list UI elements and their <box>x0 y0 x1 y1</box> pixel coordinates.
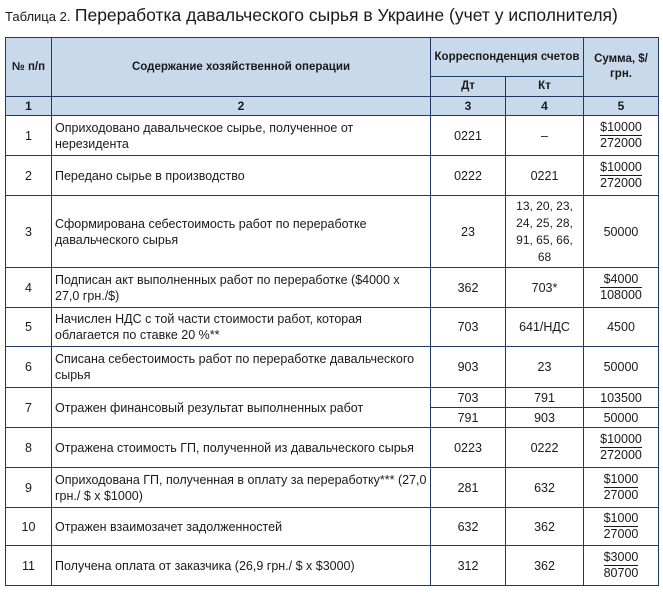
table-row <box>6 508 659 546</box>
credit-account: 23 <box>506 347 584 388</box>
table-row <box>6 268 659 308</box>
credit-account: 13, 20, 23, 24, 25, 28, 91, 65, 66, 68 <box>506 196 584 268</box>
debit-account: 0223 <box>431 428 506 468</box>
debit-account: 362 <box>431 268 506 308</box>
row-number: 3 <box>6 196 52 268</box>
row-number: 8 <box>6 428 52 468</box>
amount-uah: 272000 <box>600 136 642 150</box>
table-row <box>6 468 659 508</box>
operations-table <box>5 37 659 586</box>
row-number: 7 <box>6 388 52 428</box>
header-kt: Кт <box>506 77 584 97</box>
row-number: 1 <box>6 116 52 156</box>
credit-account: 362 <box>506 546 584 586</box>
header-sum: Сумма, $/грн. <box>584 38 659 97</box>
col-number: 2 <box>52 97 431 116</box>
table-row <box>6 388 659 408</box>
row-number: 11 <box>6 546 52 586</box>
debit-account: 0221 <box>431 116 506 156</box>
debit-account: 791 <box>431 408 506 428</box>
row-number: 10 <box>6 508 52 546</box>
credit-account: 703* <box>506 268 584 308</box>
amount: 50000 <box>584 408 659 428</box>
debit-account: 281 <box>431 468 506 508</box>
col-number: 4 <box>506 97 584 116</box>
operation-text: Отражен взаимозачет задолженностей <box>52 508 431 546</box>
row-number: 5 <box>6 308 52 347</box>
amount-usd: $1000 <box>603 472 639 486</box>
table-row <box>6 196 659 268</box>
operation-text: Списана себестоимость работ по переработке давальческого сырья <box>52 347 431 388</box>
operation-text: Передано сырье в производство <box>52 156 431 196</box>
debit-account: 632 <box>431 508 506 546</box>
amount-uah: 272000 <box>600 176 642 190</box>
amount <box>584 156 659 196</box>
credit-account: 0222 <box>506 428 584 468</box>
column-number-row <box>6 97 659 116</box>
operation-text: Начислен НДС с той части стоимости работ, которая облагается по ставке 20 %** <box>52 308 431 347</box>
table-row <box>6 308 659 347</box>
amount <box>584 428 659 468</box>
row-number: 6 <box>6 347 52 388</box>
operation-text: Отражен финансовый результат выполненных работ <box>52 388 431 428</box>
table-row <box>6 428 659 468</box>
credit-account: 0221 <box>506 156 584 196</box>
credit-account: 362 <box>506 508 584 546</box>
amount <box>584 468 659 508</box>
header-num: № п/п <box>6 38 52 97</box>
amount-uah: 27000 <box>603 527 639 541</box>
operation-text: Оприходовано давальческое сырье, полученное от нерезидента <box>52 116 431 156</box>
debit-account: 23 <box>431 196 506 268</box>
amount-usd: $10000 <box>600 160 642 174</box>
amount <box>584 268 659 308</box>
operation-text: Оприходована ГП, полученная в оплату за переработку*** (27,0 грн./ $ х $1000) <box>52 468 431 508</box>
amount-usd: $10000 <box>600 120 642 134</box>
header-corr: Корреспонденция счетов <box>431 38 584 77</box>
col-number: 1 <box>6 97 52 116</box>
caption-title: Переработка давальческого сырья в Украине (учет у исполнителя) <box>74 5 618 25</box>
amount-uah: 272000 <box>600 448 642 462</box>
amount-usd: $4000 <box>600 272 642 288</box>
debit-account: 903 <box>431 347 506 388</box>
amount: 4500 <box>584 308 659 347</box>
debit-account: 0222 <box>431 156 506 196</box>
row-number: 9 <box>6 468 52 508</box>
operation-text: Отражена стоимость ГП, полученной из давальческого сырья <box>52 428 431 468</box>
amount-uah: 108000 <box>600 288 642 302</box>
operation-text: Подписан акт выполненных работ по переработке ($4000 х 27,0 грн./$) <box>52 268 431 308</box>
amount-uah: 80700 <box>603 566 639 580</box>
credit-account: 632 <box>506 468 584 508</box>
table-caption <box>5 5 618 29</box>
amount-usd: $10000 <box>600 432 642 446</box>
debit-account: 703 <box>431 388 506 408</box>
row-number: 4 <box>6 268 52 308</box>
credit-account: – <box>506 116 584 156</box>
header-content: Содержание хозяйственной операции <box>52 38 431 97</box>
header-dt: Дт <box>431 77 506 97</box>
credit-account: 791 <box>506 388 584 408</box>
row-number: 2 <box>6 156 52 196</box>
table-row <box>6 116 659 156</box>
col-number: 5 <box>584 97 659 116</box>
table-row <box>6 347 659 388</box>
credit-account: 641/НДС <box>506 308 584 347</box>
amount-usd: $1000 <box>603 511 639 525</box>
operation-text: Получена оплата от заказчика (26,9 грн./ $ х $3000) <box>52 546 431 586</box>
amount: 50000 <box>584 347 659 388</box>
amount <box>584 546 659 586</box>
amount <box>584 508 659 546</box>
amount: 103500 <box>584 388 659 408</box>
amount <box>584 116 659 156</box>
credit-account: 903 <box>506 408 584 428</box>
debit-account: 312 <box>431 546 506 586</box>
operation-text: Сформирована себестоимость работ по переработке давальческого сырья <box>52 196 431 268</box>
col-number: 3 <box>431 97 506 116</box>
debit-account: 703 <box>431 308 506 347</box>
table-row <box>6 156 659 196</box>
amount-usd: $3000 <box>603 550 639 564</box>
table-row <box>6 546 659 586</box>
amount-uah: 27000 <box>603 488 639 502</box>
amount: 50000 <box>584 196 659 268</box>
caption-prefix: Таблица 2. <box>5 9 71 24</box>
